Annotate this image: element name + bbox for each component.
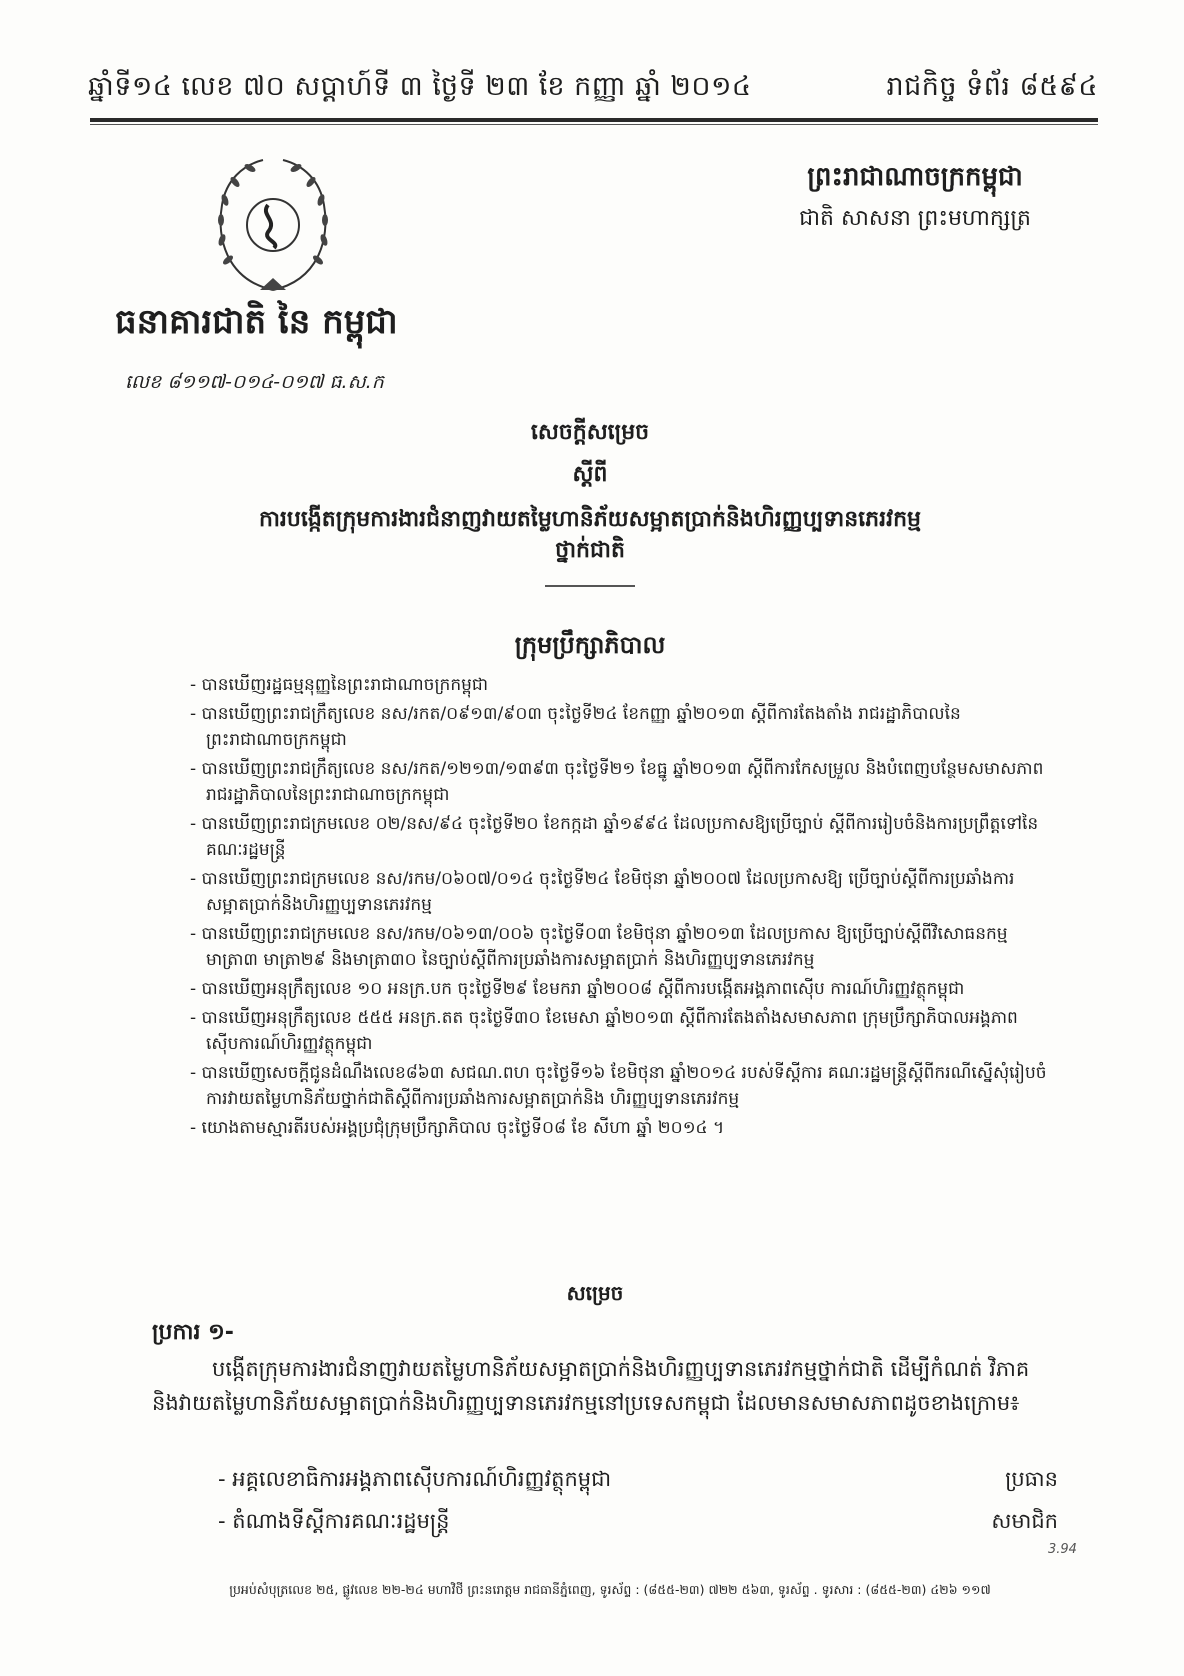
recital-item: - យោងតាមស្មារតីរបស់អង្គប្រជុំក្រុមប្រឹក្សាភិបាល ចុះថ្ងៃទី០៨ ខែ សីហា ឆ្នាំ ២០១៤ ។: [190, 1118, 725, 1138]
footer-address: ប្រអប់សំបុត្រលេខ ២៥, ផ្លូវលេខ ២២-២៤ មហាវិថី ព្រះនរោត្តម រាជធានីភ្នំពេញ, ទូរស័ព្ទ : (៨៥៥-២៣) ៧២២ ៥៦៣, ទូរស័ព្ទ . ទូរសារ : (៨៥៥-២៣) ៤២៦ ១១៧: [229, 1582, 991, 1597]
member-name: - អគ្គលេខាធិការអង្គភាពស៊ើបការណ៍ហិរញ្ញវត្ថុកម្ពុជា: [218, 1467, 612, 1491]
recital-item: - បានឃើញព្រះរាជក្រមលេខ នស/រកម/០៦១៣/០០៦ ចុះថ្ងៃទី០៣ ខែមិថុនា ឆ្នាំ២០១៣ ដែលប្រកាស ឱ្យប្រើច្បាប់ស្តីពីវិសោធនកម្មមាត្រា៣ មាត្រា២៩ និងមាត្រា៣០ នៃច្បាប់ស្តីពីការប្រឆាំងការសម្អាតប្រាក់ និងហិរញ្ញប្បទានភេរវកម្ម: [190, 924, 1008, 970]
council-heading: ក្រុមប្រឹក្សាភិបាល: [514, 631, 666, 659]
member-name: - តំណាងទីស្តីការគណៈរដ្ឋមន្ត្រី: [218, 1509, 450, 1533]
header-rule-thin: [90, 124, 1098, 125]
national-bank-emblem-icon: [208, 150, 338, 300]
gazette-page-number: រាជកិច្ច ទំព័រ ៨៥៩៤: [886, 71, 1098, 102]
article-label: ប្រការ ១-: [152, 1320, 234, 1345]
gazette-header-line: [88, 70, 1098, 109]
member-role: សមាជិក: [991, 1509, 1058, 1533]
decision-heading: សម្រេច: [566, 1281, 624, 1305]
recital-item: - បានឃើញព្រះរាជក្រឹត្យលេខ នស/រកត/០៩១៣/៩០៣ ចុះថ្ងៃទី២៤ ខែកញ្ញា ឆ្នាំ២០១៣ ស្តីពីការតែងតាំង រាជរដ្ឋាភិបាលនៃព្រះរាជាណាចក្រកម្ពុជា: [190, 704, 961, 750]
recital-item: - បានឃើញរដ្ឋធម្មនុញ្ញនៃព្រះរាជាណាចក្រកម្ពុជា: [190, 675, 489, 695]
title-separator: [545, 585, 635, 587]
gazette-issue-info: ឆ្នាំទី១៤ លេខ ៧០ សប្តាហ៍ទី ៣ ថ្ងៃទី ២៣ ខែ កញ្ញា ឆ្នាំ ២០១៤: [88, 71, 752, 102]
subject-line-2: ថ្នាក់ជាតិ: [555, 538, 625, 563]
member-row: [218, 1508, 1058, 1539]
member-row: [218, 1466, 1058, 1497]
subject-line-1: ការបង្កើតក្រុមការងារជំនាញវាយតម្លៃហានិភ័យសម្អាតប្រាក់និងហិរញ្ញប្បទានភេរវកម្ម: [258, 507, 922, 532]
header-rule-thick: [90, 118, 1098, 122]
recital-item: - បានឃើញព្រះរាជក្រមលេខ ០២/នស/៩៤ ចុះថ្ងៃទី២០ ខែកក្កដា ឆ្នាំ១៩៩៤ ដែលប្រកាសឱ្យប្រើច្បាប់ ស្តីពីការរៀបចំនិងការប្រព្រឹត្តទៅនៃគណៈរដ្ឋមន្ត្រី: [190, 814, 1039, 860]
member-role: ប្រធាន: [1005, 1467, 1058, 1491]
recitals-list: [190, 672, 1050, 1144]
article-body: បង្កើតក្រុមការងារជំនាញវាយតម្លៃហានិភ័យសម្អាតប្រាក់និងហិរញ្ញប្បទានភេរវកម្មថ្នាក់ជាតិ ដើម្បីកំណត់ វិភាគ និងវាយតម្លៃហានិភ័យសម្អាតប្រាក់និងហិរញ្ញប្បទានភេរវកម្មនៅប្រទេសកម្ពុជា ដែលមានសមាសភាពដូចខាងក្រោម៖: [152, 1357, 1030, 1415]
decision-title: សេចក្តីសម្រេច: [530, 420, 650, 445]
recital-item: - បានឃើញព្រះរាជក្រមលេខ នស/រកម/០៦០៧/០១៤ ចុះថ្ងៃទី២៤ ខែមិថុនា ឆ្នាំ២០០៧ ដែលប្រកាសឱ្យ ប្រើច្បាប់ស្តីពីការប្រឆាំងការសម្អាតប្រាក់និងហិរញ្ញប្បទានភេរវកម្ម: [190, 869, 1015, 915]
national-motto: ជាតិ សាសនា ព្រះមហាក្សត្រ: [799, 206, 1031, 231]
recital-item: - បានឃើញព្រះរាជក្រឹត្យលេខ នស/រកត/១២១៣/១៣៩៣ ចុះថ្ងៃទី២១ ខែធ្នូ ឆ្នាំ២០១៣ ស្តីពីការកែសម្រួល និងបំពេញបន្ថែមសមាសភាពរាជរដ្ឋាភិបាលនៃព្រះរាជាណាចក្រកម្ពុជា: [190, 759, 1044, 805]
reference-number: លេខ ៨១១៧-០១៤-០១៧ ធ.ស.ក: [125, 371, 384, 393]
decision-title-block: [130, 418, 1050, 568]
recital-item: - បានឃើញអនុក្រឹត្យលេខ ១០ អនក្រ.បក ចុះថ្ងៃទី២៩ ខែមករា ឆ្នាំ២០០៨ ស្តីពីការបង្កើតអង្គភាពស៊ើប ការណ៍ហិរញ្ញវត្ថុកម្ពុជា: [190, 979, 965, 999]
kingdom-name: ព្រះរាជាណាចក្រកម្ពុជា: [807, 162, 1023, 192]
recital-item: - បានឃើញអនុក្រឹត្យលេខ ៥៥៥ អនក្រ.តត ចុះថ្ងៃទី៣០ ខែមេសា ឆ្នាំ២០១៣ ស្តីពីការតែងតាំងសមាសភាព ក្រុមប្រឹក្សាភិបាលអង្គភាពស៊ើបការណ៍ហិរញ្ញវត្ថុកម្ពុជា: [190, 1008, 1018, 1054]
issuer-name: ធនាគារជាតិ នៃ កម្ពុជា: [115, 302, 398, 342]
about-label: ស្តីពី: [572, 462, 608, 487]
handwritten-page-mark: 3.94: [1048, 1542, 1077, 1557]
kingdom-header: [745, 160, 1085, 236]
recital-item: - បានឃើញសេចក្តីជូនដំណឹងលេខ៨៦៣ សជណ.ពហ ចុះថ្ងៃទី១៦ ខែមិថុនា ឆ្នាំ២០១៤ របស់ទីស្តីការ គណៈរដ្ឋមន្ត្រីស្តីពីករណីស្នើសុំរៀបចំការវាយតម្លៃហានិភ័យថ្នាក់ជាតិស្តីពីការប្រឆាំងការសម្អាតប្រាក់និង ហិរញ្ញប្បទានភេរវកម្ម: [190, 1063, 1047, 1109]
